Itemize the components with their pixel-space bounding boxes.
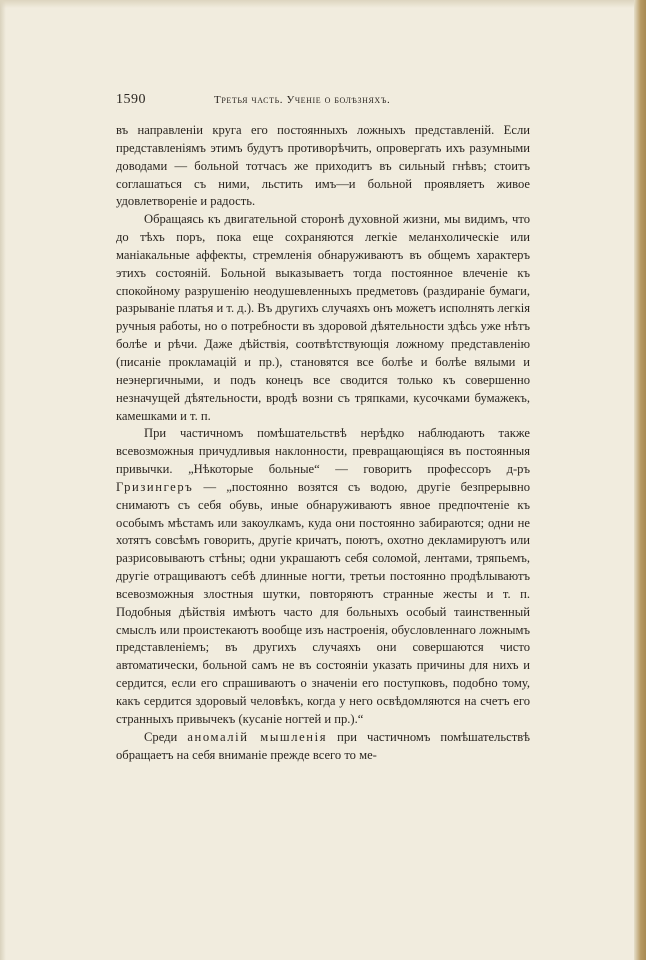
running-head: Третья часть. Ученiе о болѣзняхъ. bbox=[214, 94, 391, 106]
body-text bbox=[116, 122, 530, 764]
paragraph-4 bbox=[116, 729, 530, 765]
page-header bbox=[116, 92, 530, 112]
page-top-shadow bbox=[0, 0, 646, 8]
term-spaced: аномалiй мышленiя bbox=[187, 729, 328, 744]
paragraph-1: въ направленiи круга его постоянныхъ ложныхъ представленiй. Если представленiямъ этимъ будутъ противорѣчить, опровергать ихъ разумными доводами — больной тотчасъ же приходитъ въ сильный гнѣвъ; стоитъ соглашаться съ ними, льстить имъ—и больной проявляетъ живое удовлетворенiе и радость. bbox=[116, 123, 530, 209]
paragraph-3-part-2: — „постоянно возятся съ водою, другiе безпрерывно снимаютъ съ себя обувь, иные обнаруживаютъ явное предпочтенiе къ особымъ мѣстамъ или закоулкамъ, куда они постоянно забираются; одни не хотятъ совсѣмъ говорить, другiе кричатъ, поютъ, охотно декламируютъ или разрисовываютъ стѣны; одни украшаютъ себя соломой, лентами, тряпьемъ, другiе отращиваютъ себѣ длинные ногти, третьи постоянно продѣлываютъ всевозможныя злостныя шутки, повторяютъ странные жесты и т. п. Подобныя дѣйствiя имѣютъ часто для больныхъ особый таинственный смыслъ или проистекаютъ вообще изъ настроенiя, обусловленнаго ложнымъ представленiемъ; въ другихъ случаяхъ они совершаются чисто автоматически, больной самъ не въ состоянiи указать причины для нихъ и сердится, если его спрашиваютъ о значенiи его поступковъ, подобно тому, какъ сердится здоровый человѣкъ, когда у него освѣдомляются на счетъ его странныхъ привычекъ (кусанiе ногтей и пр.).“ bbox=[116, 479, 530, 726]
page-edge-binding bbox=[634, 0, 646, 960]
page-number: 1590 bbox=[116, 92, 146, 107]
paragraph-2: Обращаясь къ двигательной сторонѣ духовной жизни, мы видимъ, что до тѣхъ поръ, пока еще сохраняются легкiе меланхолическiе или манiакальные аффекты, стремленiя обнаруживаютъ въ общемъ характеръ этихъ состоянiй. Больной выказываетъ тогда постоянное влеченiе къ спокойному разрушенiю неодушевленныхъ предметовъ (раздиранiе бумаги, разрыванiе платья и т. д.). Въ другихъ случаяхъ онъ можетъ исполнять легкiя ручныя работы, но о потребности въ здоровой дѣятельности здѣсь уже нѣтъ болѣе и рѣчи. Даже дѣйствiя, соотвѣтствующiя ложному представленiю (писанiе прокламацiй и пр.), становятся все болѣе и болѣе вялыми и неэнергичными, и подъ конецъ все сводится только къ совершенно незначущей дѣятельности, вродѣ возни съ тряпками, кусочками бумажекъ, камешками и т. п. bbox=[116, 212, 530, 423]
paragraph-4-part-2: при частичномъ помѣшательствѣ обращаетъ на себя вниманiе прежде всего то ме- bbox=[116, 729, 530, 762]
paragraph-3 bbox=[116, 425, 530, 728]
paragraph-4-part-1: Среди bbox=[144, 729, 188, 744]
author-name-spaced: Гризингеръ bbox=[116, 479, 194, 494]
paragraph-3-part-1: При частичномъ помѣшательствѣ нерѣдко наблюдаютъ также всевозможныя причудливыя наклонности, превращающiяся въ постоянныя привычки. „Нѣкоторые больные“ — говоритъ профессоръ д-ръ bbox=[116, 426, 530, 477]
